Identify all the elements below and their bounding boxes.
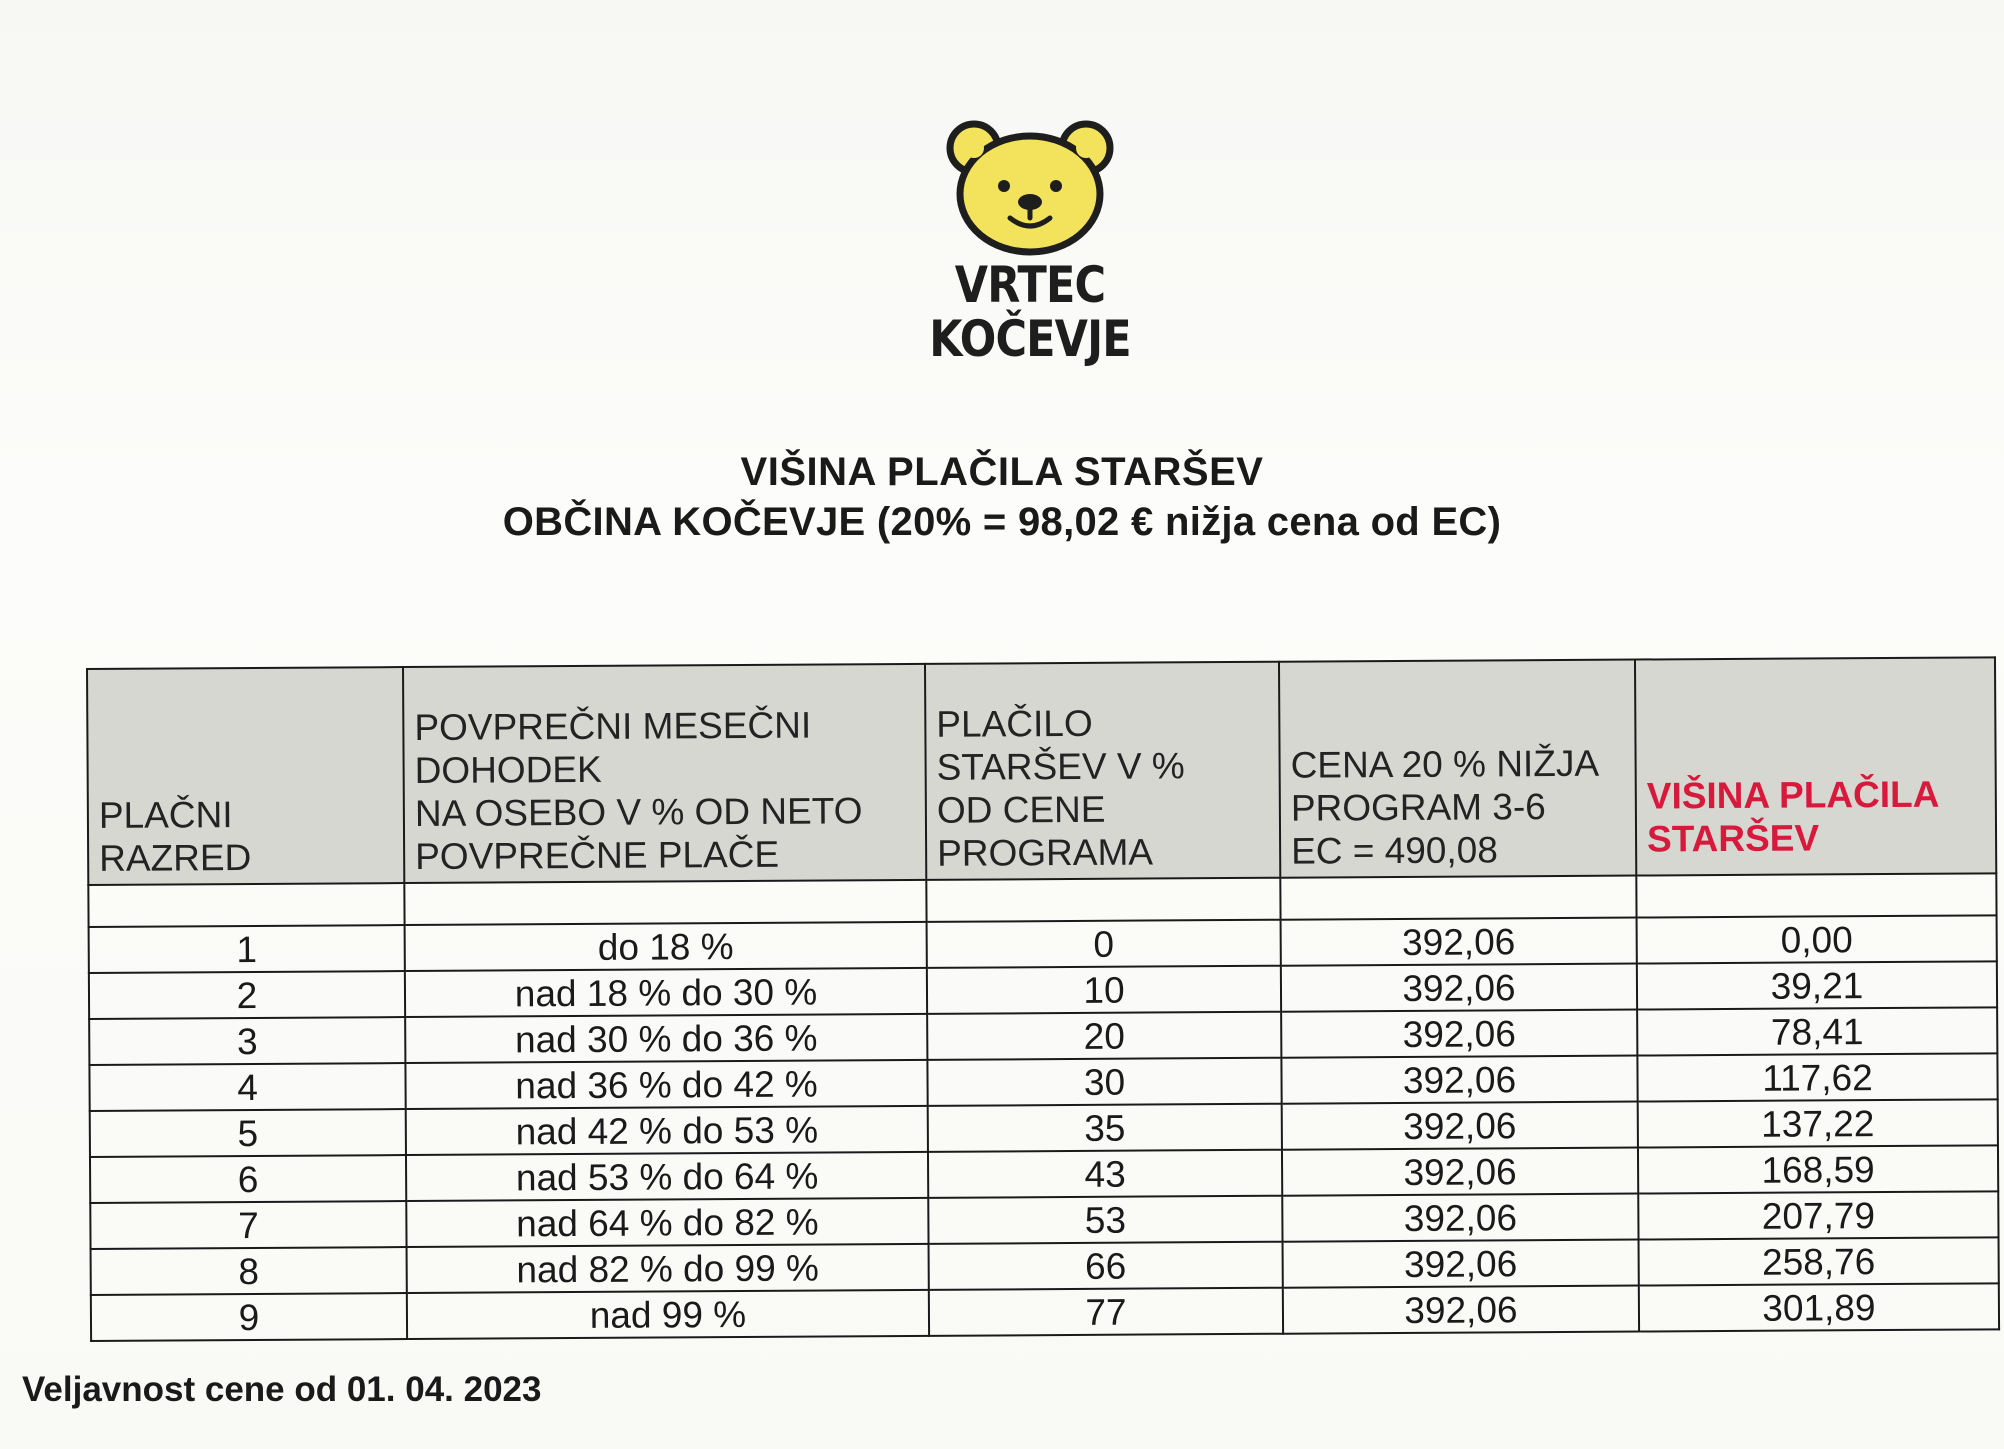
document-title: VIŠINA PLAČILA STARŠEV [740,450,1264,494]
header-placni-razred [87,667,404,885]
cell-procent: 43 [928,1150,1282,1198]
empty-cell [1636,873,1996,917]
cell-cena: 392,06 [1282,1102,1638,1150]
cell-razred: 6 [90,1155,406,1203]
empty-cell [88,883,404,927]
header-line: STARŠEV [1646,817,1820,860]
header-line: PROGRAMA [937,831,1154,874]
cell-dohodek: nad 42 % do 53 % [406,1106,928,1155]
header-placilo-procent [925,662,1280,880]
header-line: NA OSEBO V % OD NETO [414,790,863,834]
cell-placilo: 39,21 [1637,961,1997,1009]
cell-razred: 4 [89,1063,405,1111]
header-line: POVPREČNI MESEČNI [414,704,812,748]
cell-dohodek: do 18 % [405,922,927,971]
fee-table [86,656,2000,1342]
header-line: EC = 490,08 [1291,829,1498,872]
bear-face-icon [940,118,1120,258]
cell-procent: 10 [927,966,1281,1014]
header-line: STARŠEV V % [936,745,1185,788]
cell-cena: 392,06 [1283,1240,1639,1288]
document-headings [0,448,2004,546]
empty-cell [926,878,1280,922]
cell-placilo: 137,22 [1638,1099,1998,1147]
cell-cena: 392,06 [1281,918,1637,966]
logo-wordmark [927,258,1133,366]
cell-placilo: 0,00 [1637,915,1997,963]
logo-line-2: KOČEVJE [929,310,1131,368]
document-subtitle: OBČINA KOČEVJE (20% = 98,02 € nižja cena od EC) [502,500,1502,544]
cell-cena: 392,06 [1283,1286,1639,1334]
cell-cena: 392,06 [1282,1148,1638,1196]
cell-dohodek: nad 30 % do 36 % [405,1014,927,1063]
cell-procent: 35 [928,1104,1282,1152]
cell-procent: 66 [929,1242,1283,1290]
header-line: CENA 20 % NIŽJA [1290,742,1600,786]
cell-razred: 5 [90,1109,406,1157]
cell-razred: 8 [91,1247,407,1295]
header-dohodek [403,664,926,883]
header-line: OD CENE [936,788,1106,831]
cell-cena: 392,06 [1282,1194,1638,1242]
header-line: PLAČILO [936,702,1093,745]
cell-dohodek: nad 99 % [407,1290,929,1339]
cell-procent: 53 [928,1196,1282,1244]
table-header-row [87,657,1996,885]
header-line: PLAČNI [98,794,233,836]
cell-razred: 3 [89,1017,405,1065]
cell-procent: 30 [927,1058,1281,1106]
cell-dohodek: nad 18 % do 30 % [405,968,927,1017]
cell-cena: 392,06 [1281,1056,1637,1104]
cell-dohodek: nad 53 % do 64 % [406,1152,928,1201]
cell-placilo: 207,79 [1638,1191,1998,1239]
cell-dohodek: nad 82 % do 99 % [407,1244,929,1293]
cell-razred: 9 [91,1293,407,1341]
header-line: DOHODEK [414,748,602,791]
cell-placilo: 301,89 [1639,1283,1999,1331]
cell-placilo: 168,59 [1638,1145,1998,1193]
header-line: RAZRED [99,836,252,879]
logo-line-1: VRTEC [954,256,1106,314]
cell-procent: 20 [927,1012,1281,1060]
cell-placilo: 78,41 [1637,1007,1997,1055]
cell-procent: 0 [927,920,1281,968]
empty-cell [404,880,926,925]
cell-razred: 1 [89,925,405,973]
header-visina-placila [1635,657,1996,875]
cell-dohodek: nad 64 % do 82 % [406,1198,928,1247]
validity-note: Veljavnost cene od 01. 04. 2023 [22,1370,542,1409]
cell-razred: 2 [89,971,405,1019]
header-line: POVPREČNE PLAČE [415,833,780,877]
cell-cena: 392,06 [1281,1010,1637,1058]
header-line: PROGRAM 3-6 [1290,786,1546,829]
cell-dohodek: nad 36 % do 42 % [405,1060,927,1109]
cell-placilo: 117,62 [1637,1053,1997,1101]
cell-razred: 7 [90,1201,406,1249]
empty-cell [1280,876,1636,920]
header-cena [1279,660,1636,878]
cell-cena: 392,06 [1281,964,1637,1012]
cell-procent: 77 [929,1288,1283,1336]
header-line: VIŠINA PLAČILA [1646,773,1940,817]
kindergarten-logo [910,118,1150,366]
cell-placilo: 258,76 [1639,1237,1999,1285]
